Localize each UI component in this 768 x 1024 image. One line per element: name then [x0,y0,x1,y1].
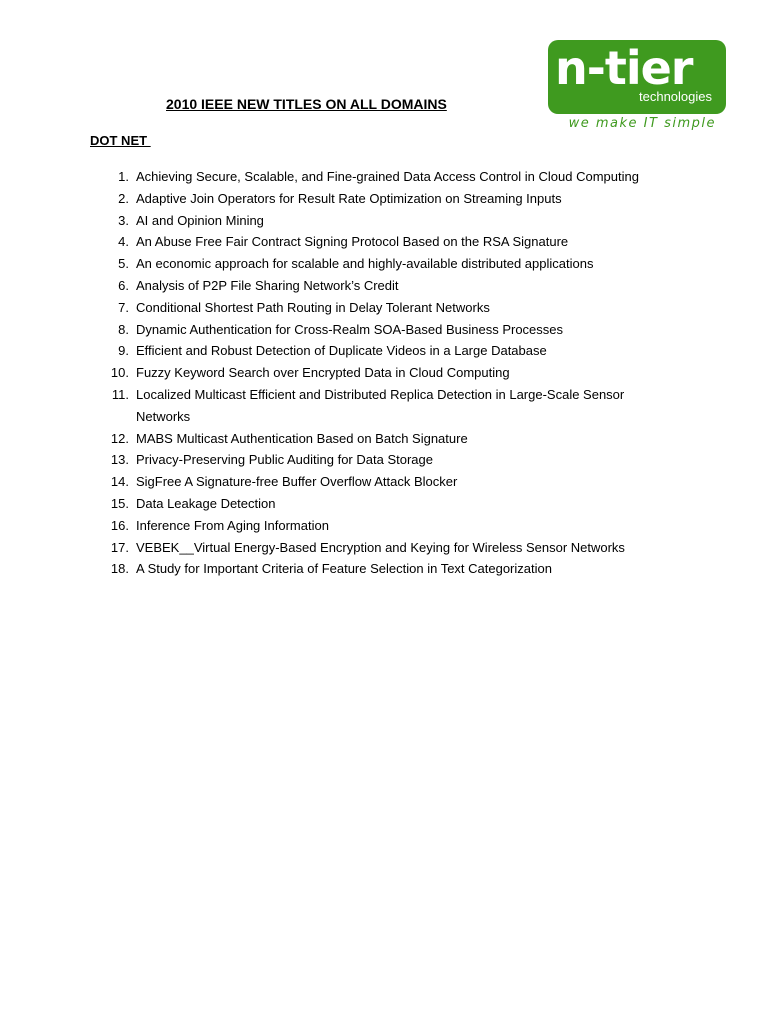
list-item-number: 12. [110,430,129,446]
list-item-number: 10. [110,365,129,381]
list-item-number: 4. [118,234,129,250]
list-item-number: 1. [118,169,129,184]
list-item-number: 6. [118,277,129,293]
list-item-text: Fuzzy Keyword Search over Encrypted Data in Cloud Computing [136,365,510,381]
list-item [104,275,674,297]
section-heading: DOT NET [90,133,151,148]
list-item-number: 16. [110,517,129,533]
titles-list [104,166,674,580]
list-item-text: Inference From Aging Information [136,517,329,533]
logo-subtitle: technologies [639,89,712,104]
list-item-number: 11. [111,386,129,402]
list-item-text: Dynamic Authentication for Cross-Realm SOA-Based Business Processes [136,321,564,337]
list-item [104,493,674,515]
list-item-text: Privacy-Preserving Public Auditing for Data Storage [136,452,433,468]
list-item-text: Conditional Shortest Path Routing in Delay Tolerant Networks [136,299,490,315]
list-item-text: A Study for Important Criteria of Feature Selection in Text Categorization [136,561,552,577]
list-item-number: 17. [110,539,129,555]
list-item [104,558,674,580]
list-item-number: 13. [110,452,129,468]
list-item-number: 8. [118,321,129,337]
list-item-text: Achieving Secure, Scalable, and Fine-grained Data Access Control in Cloud Computing [136,169,639,184]
list-item-number: 9. [118,343,129,359]
list-item-text: MABS Multicast Authentication Based on Batch Signature [136,430,468,446]
list-item [104,319,674,341]
list-item [104,384,674,428]
list-item [104,362,674,384]
list-item [104,340,674,362]
list-item [104,231,674,253]
list-item-number: 3. [118,212,129,228]
list-item [104,297,674,319]
list-item [104,471,674,493]
list-item-number: 2. [118,190,129,206]
list-item [104,449,674,471]
list-item-number: 14. [110,474,129,490]
list-item-text: An economic approach for scalable and highly-available distributed applications [136,256,594,272]
logo-badge [548,40,726,114]
list-item-text: VEBEK__Virtual Energy-Based Encryption and Keying for Wireless Sensor Networks [136,539,625,555]
list-item [104,253,674,275]
list-item-text: Data Leakage Detection [136,495,276,511]
list-item-number: 15. [110,495,129,511]
list-item-text: Adaptive Join Operators for Result Rate Optimization on Streaming Inputs [136,190,562,206]
list-item [104,428,674,450]
list-item-number: 18. [110,561,129,577]
list-item [104,166,674,188]
list-item-text: Efficient and Robust Detection of Duplicate Videos in a Large Database [136,343,547,359]
list-item-number: 7. [118,299,129,315]
list-item-text: SigFree A Signature-free Buffer Overflow Attack Blocker [136,474,458,490]
list-item-number: 5. [118,256,129,272]
list-item-text: Localized Multicast Efficient and Distributed Replica Detection in Large-Scale Sensor Networks [136,386,625,424]
document-title: 2010 IEEE NEW TITLES ON ALL DOMAINS [166,96,447,112]
logo-tagline: we make IT simple [568,116,716,131]
list-item [104,188,674,210]
list-item [104,515,674,537]
list-item-text: AI and Opinion Mining [136,212,264,228]
logo-brand-text: n-tier [555,41,693,95]
list-item [104,210,674,232]
list-item-text: An Abuse Free Fair Contract Signing Protocol Based on the RSA Signature [136,234,569,250]
company-logo [548,40,726,131]
list-item [104,537,674,559]
list-item-text: Analysis of P2P File Sharing Network’s Credit [136,277,399,293]
